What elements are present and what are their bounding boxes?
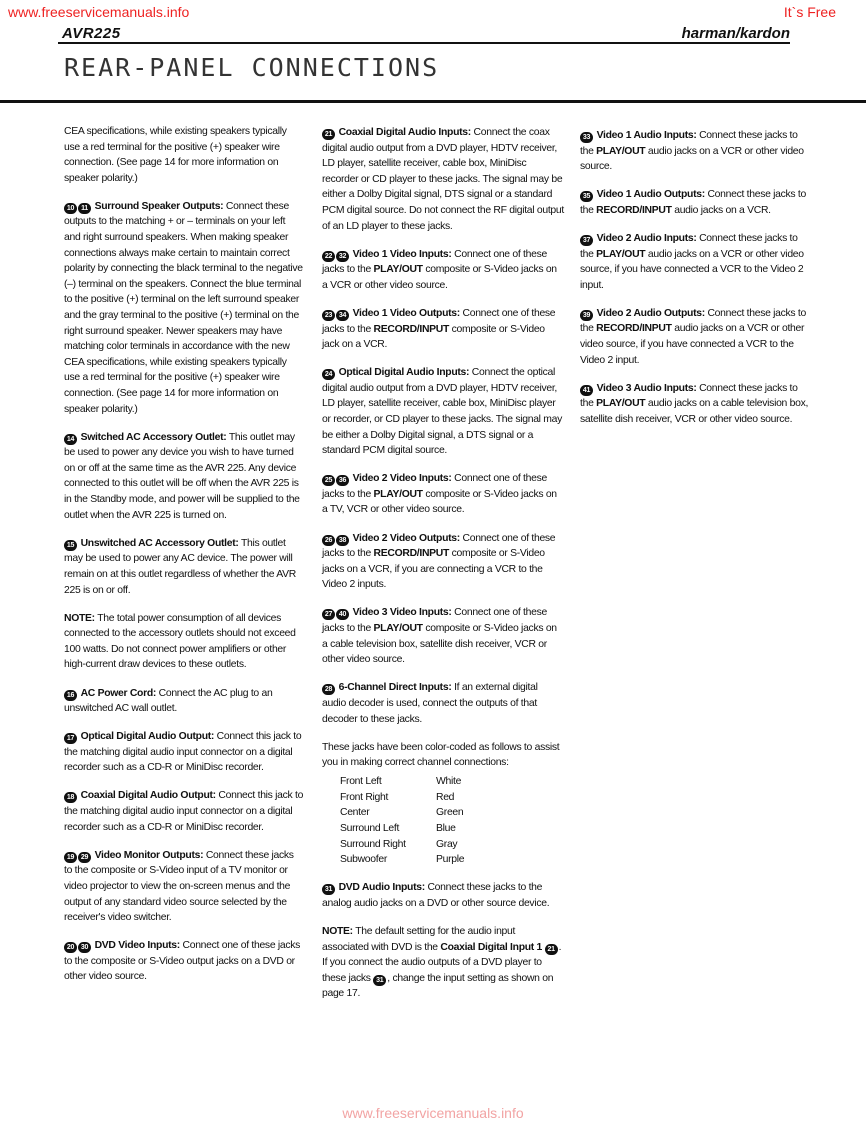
paragraph-label: Video 1 Audio Inputs: [596,130,697,141]
paragraph-label: Surround Speaker Outputs: [94,200,224,212]
note-bold-term: Coaxial Digital Input 1 [440,941,543,953]
paragraph-label: Optical Digital Audio Output: [80,731,215,743]
jack-label: RECORD/INPUT [596,204,672,216]
callout-number-badge: 14 [64,434,77,445]
callout-number-badge: 36 [336,475,349,486]
paragraph-label: Coaxial Digital Audio Output: [80,790,216,802]
paragraph: 33 Video 1 Audio Inputs: Connect these jacks to the PLAY/OUT audio jacks on a VCR or other video source. [580,130,804,173]
callout-number-badge: 21 [545,944,558,955]
callout-number-badge: 31 [373,975,386,986]
callout-number-badge: 17 [64,733,77,744]
paragraph: CEA specifications, while existing speakers typically use a red terminal for the positive (+) speaker wire connection. (See page 14 for more information on speaker polarity.) [64,126,287,184]
jack-label: PLAY/OUT [596,248,646,260]
channel-color-row [340,774,564,790]
channel-color-row [340,821,564,837]
jack-label: RECORD/INPUT [373,323,450,335]
paragraph: 10 11 Surround Speaker Outputs: Connect these outputs to the matching + or – terminals on your left and right surround speakers. When making speaker connections always make certain to maintain correct polarity by connecting the black terminal to the negative (–) terminal on the speakers. Connect the blue terminal to the positive (+) terminal on the left surround speaker and the gray terminal to the positive (+) terminal on the right surround speaker. Newer speakers may have matching color terminals in accordance with the new CEA specifications, while existing speakers typically use a red terminal for the positive (+) speaker wire connection. (See page 14 for more information on speaker polarity.) [64,200,303,415]
callout-number-badge: 33 [580,132,593,143]
note-text-c: , change the input setting as shown on page 17. [322,972,554,1000]
callout-number-badge: 26 [322,535,335,546]
callout-number-badge: 41 [580,385,593,396]
callout-number-badge: 40 [336,609,349,620]
paragraph-label: Video 1 Audio Outputs: [596,189,705,201]
callout-number-badge: 19 [64,852,77,863]
paragraph-label: DVD Video Inputs: [94,940,180,952]
callout-number-badge: 23 [322,310,335,321]
paragraph-label: AC Power Cord: [80,687,157,699]
paragraph-label: Video 2 Audio Outputs: [596,307,705,319]
model-name: AVR225 [62,25,121,42]
note-text-a: The default setting for the audio input associated with DVD is the [322,926,516,953]
callout-number-badge: 38 [336,535,349,546]
paragraph: 16 AC Power Cord: Connect the AC plug to an unswitched AC wall outlet. [64,687,273,715]
callout-number-badge: 28 [322,684,335,695]
paragraph: 20 30 DVD Video Inputs: Connect one of these jacks to the composite or S-Video output jacks on a DVD or other video source. [64,940,301,983]
callout-number-badge: 16 [64,690,77,701]
channel-color-table [340,774,564,868]
jack-label: PLAY/OUT [373,488,423,500]
paragraph-label: Video 3 Video Inputs: [352,607,452,619]
paragraph: 17 Optical Digital Audio Output: Connect this jack to the matching digital audio input connector on a digital recorder such as a CD-R or MiniDisc recorder. [64,731,302,774]
note-text-b: . If you connect the audio outputs of a DVD player to these jacks [322,941,562,984]
jack-label: RECORD/INPUT [373,548,450,560]
paragraph-label: Switched AC Accessory Outlet: [80,431,227,443]
paragraph-label: Video 3 Audio Inputs: [596,382,697,394]
column-1 [64,124,304,998]
channel-color-row [340,790,564,806]
channel-color: Red [436,791,455,803]
channel-color: Green [436,807,464,819]
column-2 [322,125,564,1015]
callout-number-badge: 24 [322,369,335,380]
channel-color-row [340,805,564,821]
paragraph: 19 29 Video Monitor Outputs: Connect these jacks to the composite or S-Video input of a TV monitor or video projector to view the on-screen menus and the output of any standard video source selected by the receiver's video switcher. [64,849,294,924]
column-2-tail [322,880,564,911]
callout-number-badge: 11 [78,203,91,214]
paragraph: 28 6-Channel Direct Inputs: If an external digital audio decoder is used, connect the outputs of that decoder to these jacks. [322,682,538,725]
jack-label: RECORD/INPUT [596,323,672,335]
callout-number-badge: 37 [580,235,593,246]
callout-number-badge: 31 [322,884,335,895]
channel-name: Surround Left [340,823,400,835]
paragraph: 37 Video 2 Audio Inputs: Connect these jacks to the PLAY/OUT audio jacks on a VCR or other video source, if you have connected a VCR to the Video 2 input. [580,232,804,291]
callout-number-badge: 22 [322,251,335,262]
channel-color: Gray [436,838,458,850]
paragraph-label: NOTE: [64,612,95,624]
paragraph: 22 32 Video 1 Video Inputs: Connect one of these jacks to the PLAY/OUT composite or S-Video jacks on a VCR or other video source. [322,248,557,291]
callout-number-badge: 18 [64,792,77,803]
paragraph-label: Video 2 Video Outputs: [352,532,460,544]
paragraph-label: Video 2 Audio Inputs: [596,232,697,244]
callout-number-badge: 29 [78,852,91,863]
channel-name: Front Left [340,776,382,788]
channel-name: Center [340,807,370,819]
paragraph-label: Coaxial Digital Audio Inputs: [338,127,471,138]
callout-number-badge: 27 [322,609,335,620]
paragraph: These jacks have been color-coded as follows to assist you in making correct channel connections: [322,741,560,769]
callout-number-badge: 20 [64,942,77,953]
paragraph-label: Unswitched AC Accessory Outlet: [80,537,239,549]
watermark-bottom[interactable]: www.freeservicemanuals.info [342,1105,524,1121]
channel-color: White [436,776,462,788]
paragraph-label: 6-Channel Direct Inputs: [338,682,452,694]
note-label: NOTE: [322,926,353,938]
channel-color-row [340,837,564,853]
callout-number-badge: 15 [64,540,77,551]
paragraph: 24 Optical Digital Audio Inputs: Connect the optical digital audio output from a DVD player, HDTV receiver, LD player, satellite receiver, cable box, MiniDisc player or recorder, or CD player to these jacks. The signal may be either a Dolby Digital signal, a DTS signal or a standard PCM digital source. [322,367,562,457]
watermark-top-left[interactable]: www.freeservicemanuals.info [8,4,190,20]
paragraph-label: Video 1 Video Outputs: [352,307,460,319]
column-3 [580,128,810,440]
callout-number-badge: 39 [580,310,593,321]
jack-label: PLAY/OUT [596,145,646,157]
callout-number-badge: 35 [580,191,593,202]
paragraph-label: Video 1 Video Inputs: [352,248,452,260]
channel-name: Surround Right [340,838,406,850]
callout-number-badge: 30 [78,942,91,953]
header-rule [0,100,866,103]
paragraph: 25 36 Video 2 Video Inputs: Connect one of these jacks to the PLAY/OUT composite or S-Video jacks on a TV, VCR or other video source. [322,473,557,516]
paragraph: 27 40 Video 3 Video Inputs: Connect one of these jacks to the PLAY/OUT composite or S-Video jacks on a cable television box, satellite dish receiver, VCR or other video source. [322,607,557,666]
column-2-paragraphs [322,125,564,771]
paragraph-label: Video Monitor Outputs: [94,849,204,861]
paragraph: 39 Video 2 Audio Outputs: Connect these jacks to the RECORD/INPUT audio jacks on a VCR or other video source, if you have connected a VCR to the Video 2 input. [580,307,806,366]
channel-color: Purple [436,854,465,866]
paragraph: 15 Unswitched AC Accessory Outlet: This outlet may be used to power any AC device. The power will remain on at this outlet regardless of whether the AVR 225 is on or off. [64,537,296,596]
jack-label: PLAY/OUT [373,264,423,276]
watermark-top-right: It`s Free [783,4,836,20]
callout-number-badge: 21 [322,129,335,140]
channel-name: Front Right [340,791,389,803]
channel-color-row [340,852,564,868]
callout-number-badge: 32 [336,251,349,262]
paragraph: 41 Video 3 Audio Inputs: Connect these jacks to the PLAY/OUT audio jacks on a cable television box, satellite dish receiver, VCR or other video source. [580,382,809,425]
dvd-note-paragraph [322,924,564,1002]
jack-label: PLAY/OUT [596,398,646,410]
paragraph: 26 38 Video 2 Video Outputs: Connect one of these jacks to the RECORD/INPUT composite or S-Video jacks on a VCR, if you are connecting a VCR to the Video 2 inputs. [322,532,556,591]
callout-number-badge: 25 [322,475,335,486]
paragraph-label: Video 2 Video Inputs: [352,473,452,485]
brand-logo: harman/kardon [681,25,790,42]
header-top-line [58,42,790,44]
paragraph: 14 Switched AC Accessory Outlet: This outlet may be used to power any device you wish to have turned on or off at the same time as the AVR 225. Any device connected to this outlet will be off when the AVR 225 is in the Standby mode, and power will be supplied to the outlet when the AVR 225 is turned on. [64,431,300,521]
jack-label: PLAY/OUT [373,623,423,635]
paragraph: 18 Coaxial Digital Audio Output: Connect this jack to the matching digital audio input connector on a digital recorder such as a CD-R or MiniDisc recorder. [64,790,304,833]
paragraph: 21 Coaxial Digital Audio Inputs: Connect the coax digital audio output from a DVD player, HDTV receiver, LD player, satellite receiver, cable box, MiniDisc recorder or CD player to these jacks. The signal may be either a Dolby Digital signal, DTS signal or a standard PCM digital source. Do not connect the RF digital output of an LD player to these jacks. [322,127,564,232]
page-title: REAR-PANEL CONNECTIONS [64,53,440,82]
paragraph-label: Optical Digital Audio Inputs: [338,367,470,379]
paragraph-label: DVD Audio Inputs: [338,882,425,894]
paragraph: NOTE: The total power consumption of all devices connected to the accessory outlets should not exceed 100 watts. Do not connect power amplifiers or other high-current draw devices to these outlets. [64,612,296,671]
channel-color: Blue [436,823,456,835]
callout-number-badge: 34 [336,310,349,321]
channel-name: Subwoofer [340,854,387,866]
paragraph: 35 Video 1 Audio Outputs: Connect these jacks to the RECORD/INPUT audio jacks on a VCR. [580,189,806,216]
paragraph: 31 DVD Audio Inputs: Connect these jacks to the analog audio jacks on a DVD or other source device. [322,882,550,909]
paragraph: 23 34 Video 1 Video Outputs: Connect one of these jacks to the RECORD/INPUT composite or S-Video jack on a VCR. [322,307,556,351]
callout-number-badge: 10 [64,203,77,214]
